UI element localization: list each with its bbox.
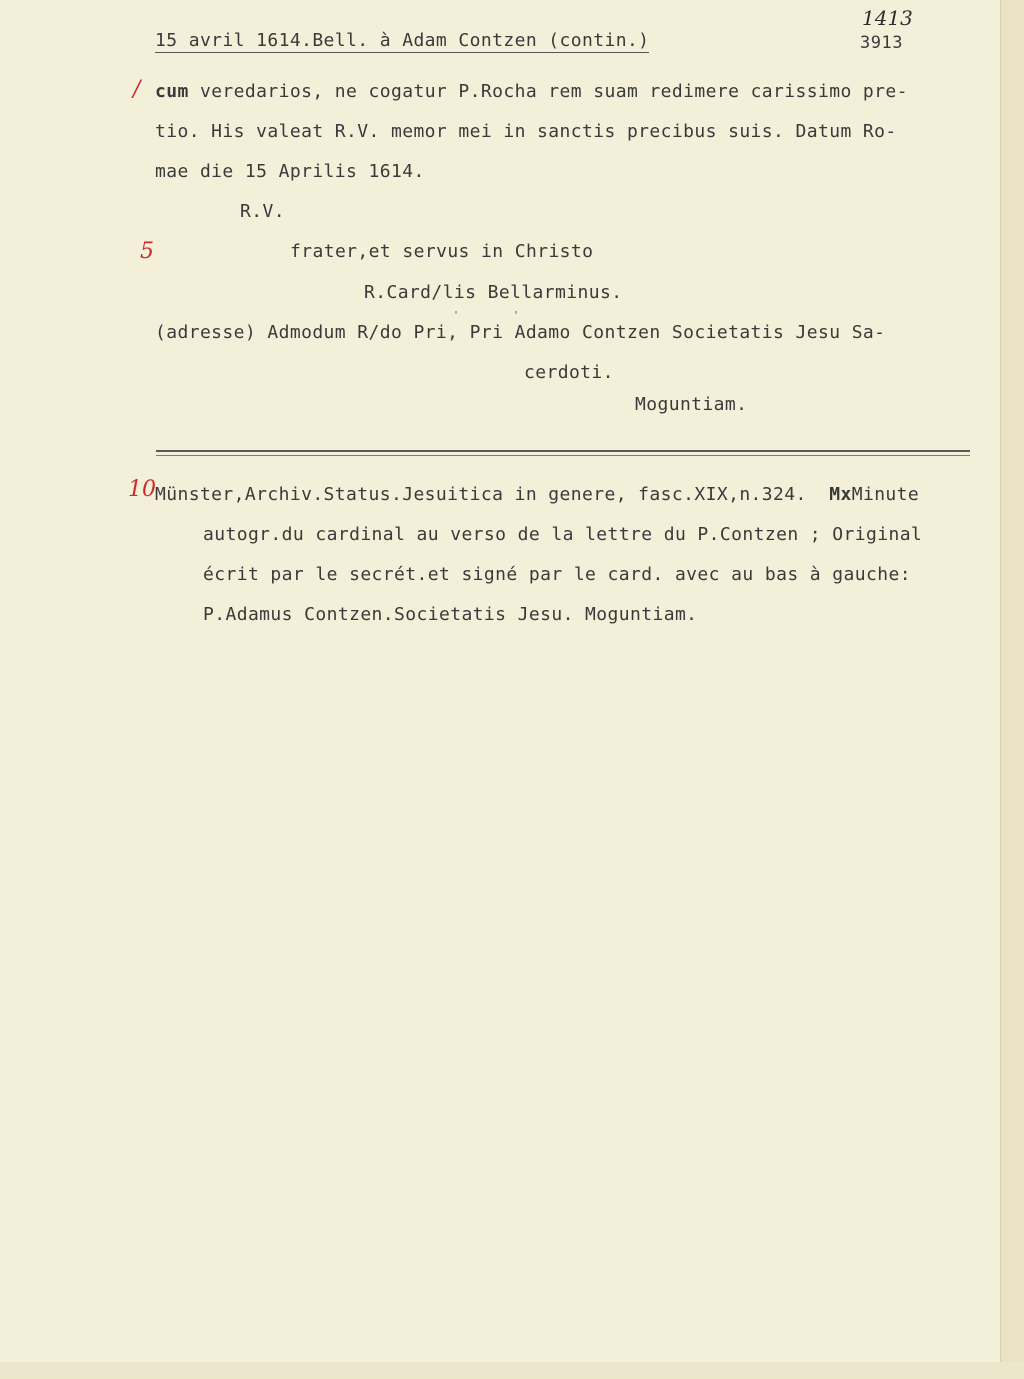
page-edge-bottom <box>0 1362 1024 1379</box>
letter-line-1-rest: veredarios, ne cogatur P.Rocha rem suam redimere carissimo pre- <box>188 81 908 102</box>
note-line-1 <box>155 485 919 505</box>
note-line-3: écrit par le secrét.et signé par le card. avec au bas à gauche: <box>203 564 911 585</box>
note-line-1-end: Minute <box>851 484 920 505</box>
letter-salutation: R.V. <box>240 201 285 222</box>
letter-destination: Moguntiam. <box>635 394 748 415</box>
page-edge-right <box>1000 0 1024 1379</box>
note-line-2: autogr.du cardinal au verso de la lettre du P.Contzen ; Original <box>203 524 923 545</box>
letter-closing: frater,et servus in Christo <box>290 241 594 262</box>
letter-line-1-start: cum <box>155 81 189 102</box>
separator-rule <box>156 450 970 452</box>
separator-rule-secondary <box>156 455 970 456</box>
letter-address: (adresse) Admodum R/do Pri, Pri Adamo Contzen Societatis Jesu Sa- <box>155 322 886 343</box>
margin-mark-line-10: 10 <box>128 477 156 502</box>
note-line-1-start: Münster,Archiv.Status.Jesuitica in genere, fasc.XIX,n.324. <box>155 484 807 505</box>
document-heading: 15 avril 1614.Bell. à Adam Contzen (contin.) <box>155 30 650 51</box>
margin-mark-line-1: / <box>133 77 141 102</box>
folio-number-typed: 3913 <box>860 33 903 53</box>
letter-line-3: mae die 15 Aprilis 1614. <box>155 161 425 182</box>
letter-signature: R.Card/lis Bellarminus. <box>364 282 623 303</box>
note-line-4: P.Adamus Contzen.Societatis Jesu. Moguntiam. <box>203 604 698 625</box>
letter-address-cont: cerdoti. <box>524 362 614 383</box>
margin-mark-line-5: 5 <box>140 239 154 264</box>
note-line-1-strike: Mx <box>829 484 852 505</box>
letter-line-2: tio. His valeat R.V. memor mei in sanctis precibus suis. Datum Ro- <box>155 121 897 142</box>
abbreviation-tick: ' <box>453 310 460 321</box>
letter-line-1 <box>155 82 908 102</box>
abbreviation-tick: ' <box>513 310 520 321</box>
folio-number-handwritten: 1413 <box>862 6 913 30</box>
